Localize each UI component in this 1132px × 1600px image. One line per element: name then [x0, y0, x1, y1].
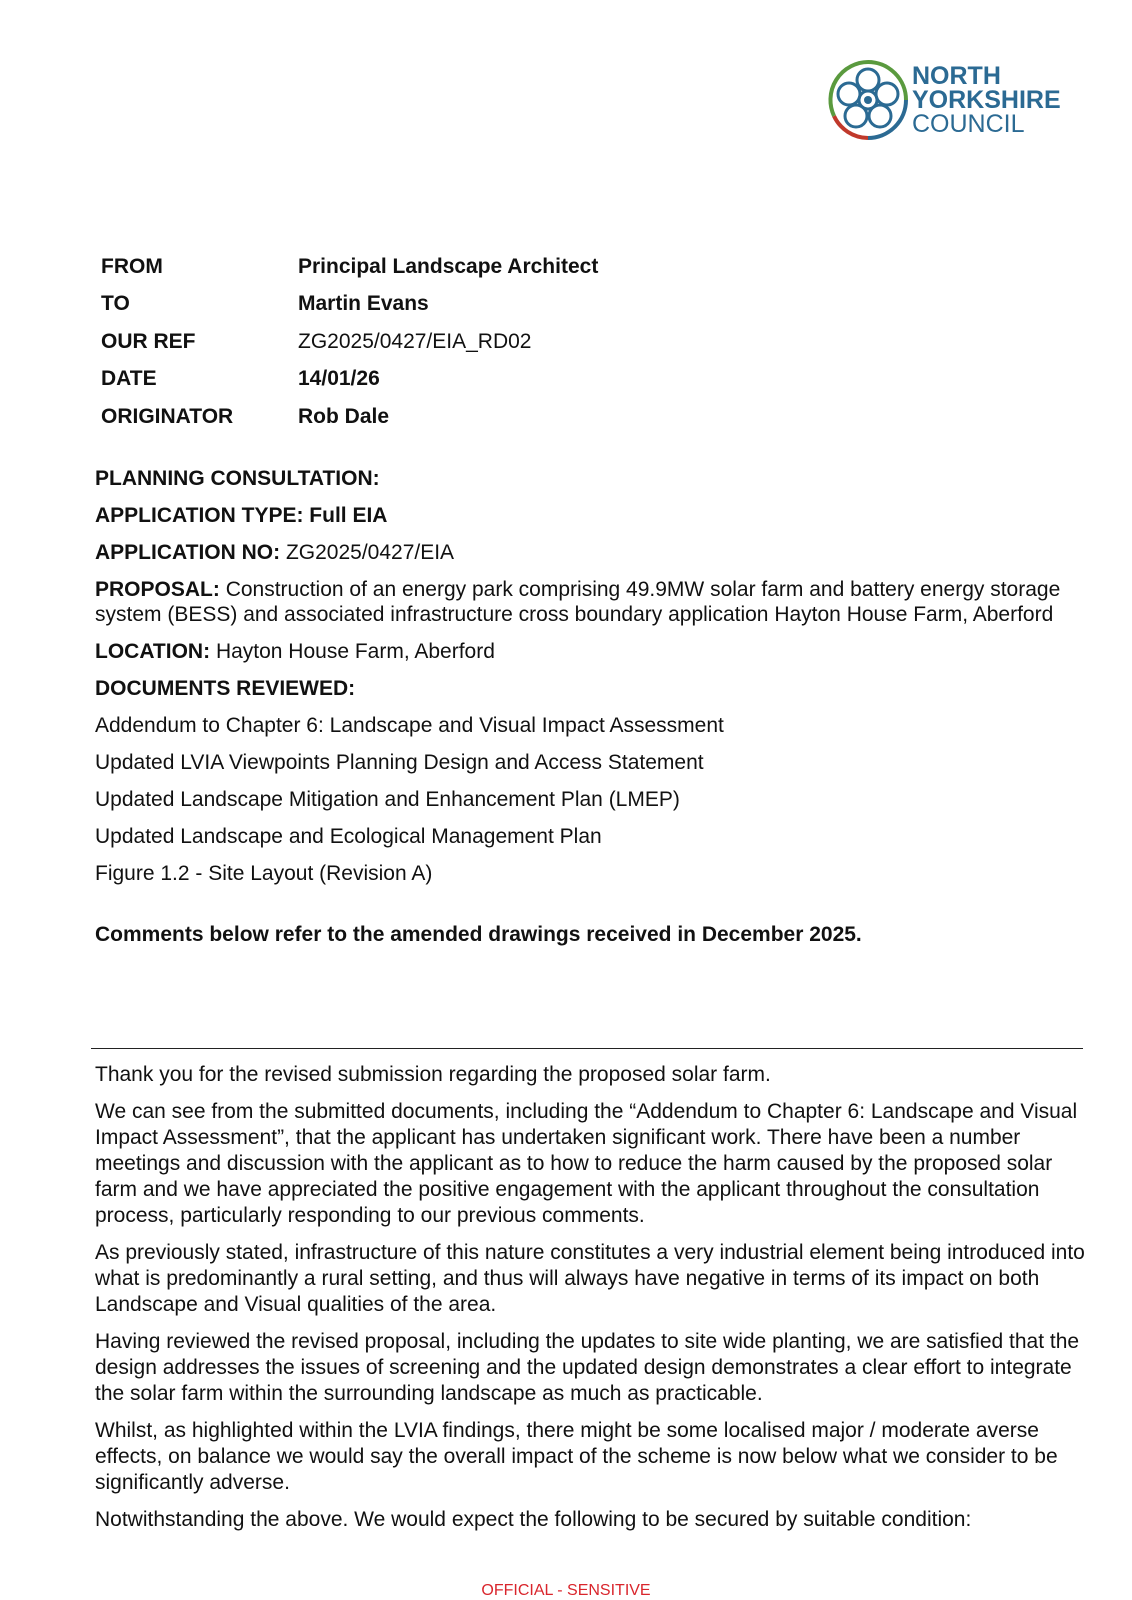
- comments-note: Comments below refer to the amended drawings received in December 2025.: [95, 923, 862, 946]
- body-paragraph: Having reviewed the revised proposal, including the updates to site wide planting, we are satisfied that the design addresses the issues of screening and the updated design demonstrates a clear effort to integrate the solar farm within the surrounding landscape as much as practicable.: [95, 1330, 1080, 1405]
- horizontal-divider: [91, 1048, 1083, 1049]
- ref-value: ZG2025/0427/EIA_RD02: [298, 329, 532, 353]
- logo-line-1: NORTH: [912, 62, 1001, 90]
- date-value: 14/01/26: [298, 367, 380, 391]
- originator-label: ORIGINATOR: [101, 404, 234, 428]
- documents-list: [95, 713, 1085, 886]
- logo-line-2: YORKSHIRE: [912, 86, 1061, 114]
- documents-heading: DOCUMENTS REVIEWED:: [95, 677, 356, 700]
- from-value: Principal Landscape Architect: [298, 254, 599, 278]
- application-type: APPLICATION TYPE: Full EIA: [95, 504, 388, 527]
- classification-footer: OFFICIAL - SENSITIVE: [481, 1582, 651, 1599]
- body-paragraph: As previously stated, infrastructure of this nature constitutes a very industrial element being introduced into what is predominantly a rural setting, and thus will always have negative in terms of its impact on both Landscape and Visual qualities of the area.: [95, 1241, 1085, 1316]
- consultation-details: [95, 466, 1085, 959]
- document-item: Updated Landscape and Ecological Management Plan: [95, 825, 602, 848]
- logo-line-3: COUNCIL: [912, 110, 1025, 138]
- location: LOCATION: Hayton House Farm, Aberford: [95, 640, 495, 663]
- document-item: Updated LVIA Viewpoints Planning Design and Access Statement: [95, 751, 704, 774]
- header-row-ref: [101, 323, 598, 361]
- proposal: PROPOSAL: Construction of an energy park comprising 49.9MW solar farm and battery energy storage system (BESS) and associated infrastructure cross boundary application Hayton House Farm, Aberford: [95, 578, 1061, 626]
- header-row-originator: [101, 398, 598, 436]
- body-paragraph: Thank you for the revised submission regarding the proposed solar farm.: [95, 1063, 771, 1086]
- body-paragraph: We can see from the submitted documents, including the “Addendum to Chapter 6: Landscape and Visual Impact Assessment”, that the applicant has undertaken significant work. There have been a number meetings and discussion with the applicant as to how to reduce the harm caused by the proposed solar farm and we have appreciated the positive engagement with the applicant throughout the consultation process, particularly responding to our previous comments.: [95, 1100, 1078, 1227]
- header-row-date: [101, 361, 598, 399]
- consultation-heading: PLANNING CONSULTATION:: [95, 467, 380, 490]
- memo-header: [101, 248, 598, 436]
- to-value: Martin Evans: [298, 292, 429, 316]
- originator-value: Rob Dale: [298, 404, 390, 428]
- application-no: APPLICATION NO: ZG2025/0427/EIA: [95, 541, 455, 564]
- from-label: FROM: [101, 254, 163, 278]
- ref-label: OUR REF: [101, 329, 196, 353]
- date-label: DATE: [101, 367, 157, 391]
- response-body: [95, 1062, 1090, 1544]
- document-item: Updated Landscape Mitigation and Enhancement Plan (LMEP): [95, 788, 680, 811]
- council-logo: [826, 58, 1076, 142]
- to-label: TO: [101, 292, 130, 316]
- rose-emblem-icon: [826, 58, 910, 142]
- header-row-from: [101, 248, 598, 286]
- body-paragraph: Notwithstanding the above. We would expect the following to be secured by suitable condition:: [95, 1508, 972, 1531]
- document-item: Addendum to Chapter 6: Landscape and Visual Impact Assessment: [95, 714, 724, 737]
- document-item: Figure 1.2 - Site Layout (Revision A): [95, 862, 433, 885]
- body-paragraph: Whilst, as highlighted within the LVIA findings, there might be some localised major / moderate averse effects, on balance we would say the overall impact of the scheme is now below what we consider to be significantly adverse.: [95, 1419, 1058, 1494]
- logo-wordmark: [912, 64, 1061, 136]
- header-row-to: [101, 286, 598, 324]
